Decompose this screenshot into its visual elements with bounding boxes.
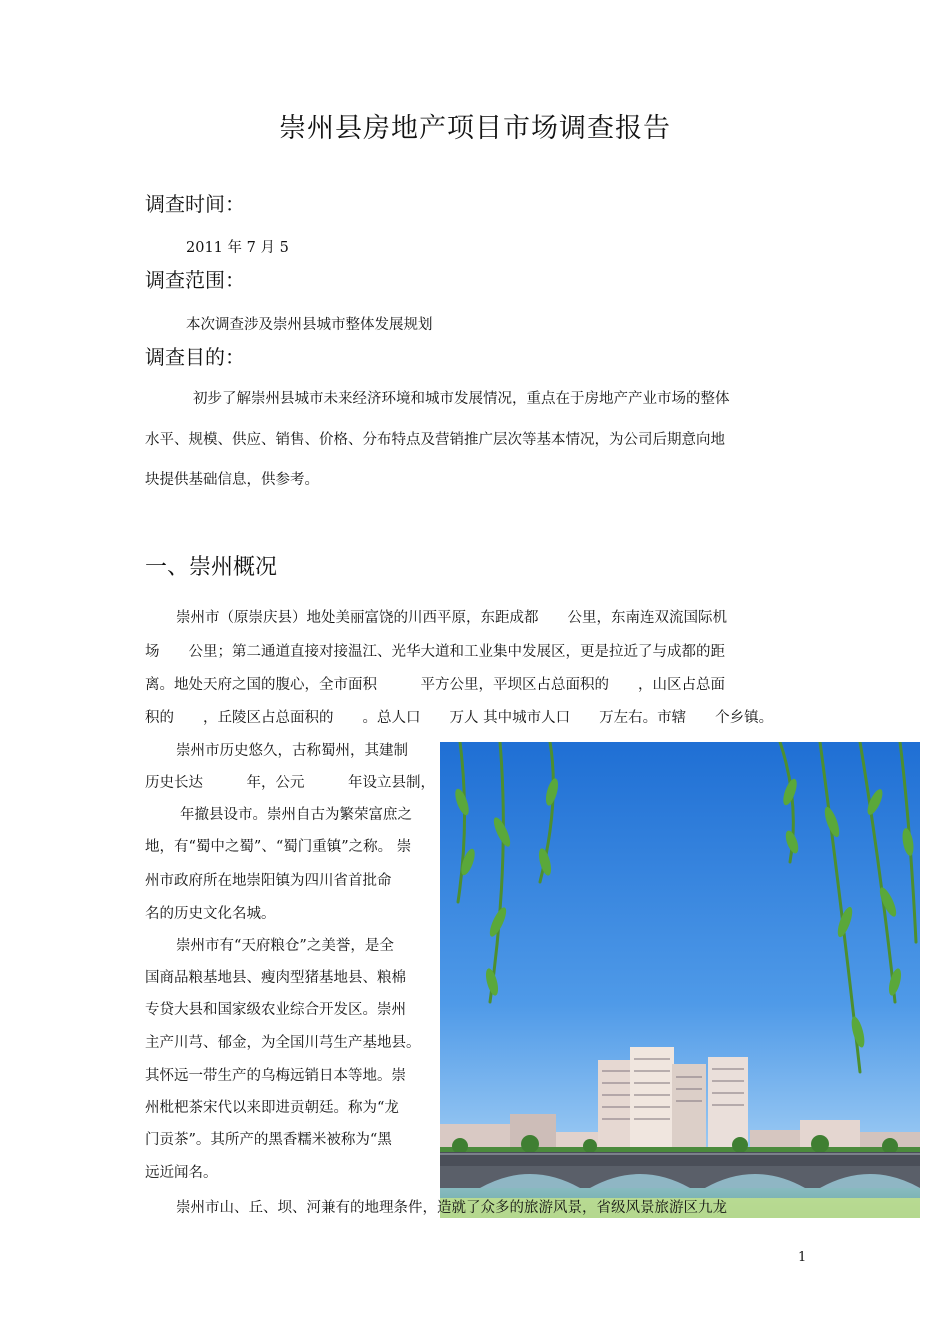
body-line: 州枇杷茶宋代以来即进贡朝廷。称为“龙 bbox=[145, 1100, 399, 1116]
purpose-line: 初步了解崇州县城市未来经济环境和城市发展情况，重点在于房地产产业市场的整体 bbox=[193, 391, 730, 407]
body-line: 国商品粮基地县、瘦肉型猪基地县、粮棉 bbox=[145, 970, 406, 986]
survey-purpose-heading: 调查目的： bbox=[145, 345, 245, 369]
section-heading-overview: 一、崇州概况 bbox=[145, 555, 278, 580]
body-line: 积的 ，丘陵区占总面积的 。总人口 万人 其中城市人口 万左右。市辖 个乡镇。 bbox=[145, 710, 774, 726]
survey-scope-heading: 调查范围： bbox=[145, 268, 245, 292]
document-title: 崇州县房地产项目市场调查报告 bbox=[279, 113, 671, 144]
body-line: 离。地处天府之国的腹心，全市面积 平方公里，平坝区占总面积的 ，山区占总面 bbox=[145, 677, 725, 693]
body-line: 门贡茶”。其所产的黑香糯米被称为“黑 bbox=[145, 1132, 392, 1148]
body-line: 历史长达 年，公元 年设立县制， bbox=[145, 775, 435, 791]
purpose-line: 块提供基础信息，供参考。 bbox=[145, 472, 319, 488]
purpose-line: 水平、规模、供应、销售、价格、分布特点及营销推广层次等基本情况，为公司后期意向地 bbox=[145, 432, 725, 448]
body-line: 其怀远一带生产的乌梅远销日本等地。崇 bbox=[145, 1068, 406, 1084]
body-line: 州市政府所在地崇阳镇为四川省首批命 bbox=[145, 873, 392, 889]
city-bridge-photo bbox=[440, 742, 920, 1218]
body-line: 年撤县设市。崇州自古为繁荣富庶之 bbox=[180, 807, 412, 823]
body-line: 远近闻名。 bbox=[145, 1165, 218, 1181]
survey-time-heading: 调查时间： bbox=[145, 192, 245, 216]
body-line: 名的历史文化名城。 bbox=[145, 906, 276, 922]
body-line: 崇州市（原崇庆县）地处美丽富饶的川西平原，东距成都 公里，东南连双流国际机 bbox=[176, 610, 727, 626]
body-line: 场 公里；第二通道直接对接温江、光华大道和工业集中发展区，更是拉近了与成都的距 bbox=[145, 644, 725, 660]
page-number: 1 bbox=[798, 1250, 807, 1265]
body-line: 崇州市山、丘、坝、河兼有的地理条件，造就了众多的旅游风景，省级风景旅游区九龙 bbox=[176, 1200, 727, 1216]
body-line: 专贷大县和国家级农业综合开发区。崇州 bbox=[145, 1002, 406, 1018]
body-line: 崇州市有“天府粮仓”之美誉，是全 bbox=[176, 938, 394, 954]
survey-scope-value: 本次调查涉及崇州县城市整体发展规划 bbox=[186, 317, 433, 333]
body-line: 崇州市历史悠久，古称蜀州，其建制 bbox=[176, 743, 408, 759]
survey-time-value: 2011 年 7 月 5 bbox=[186, 240, 289, 256]
body-line: 主产川芎、郁金，为全国川芎生产基地县。 bbox=[145, 1035, 421, 1051]
body-line: 地，有“蜀中之蜀”、“蜀门重镇”之称。 崇 bbox=[145, 839, 412, 855]
